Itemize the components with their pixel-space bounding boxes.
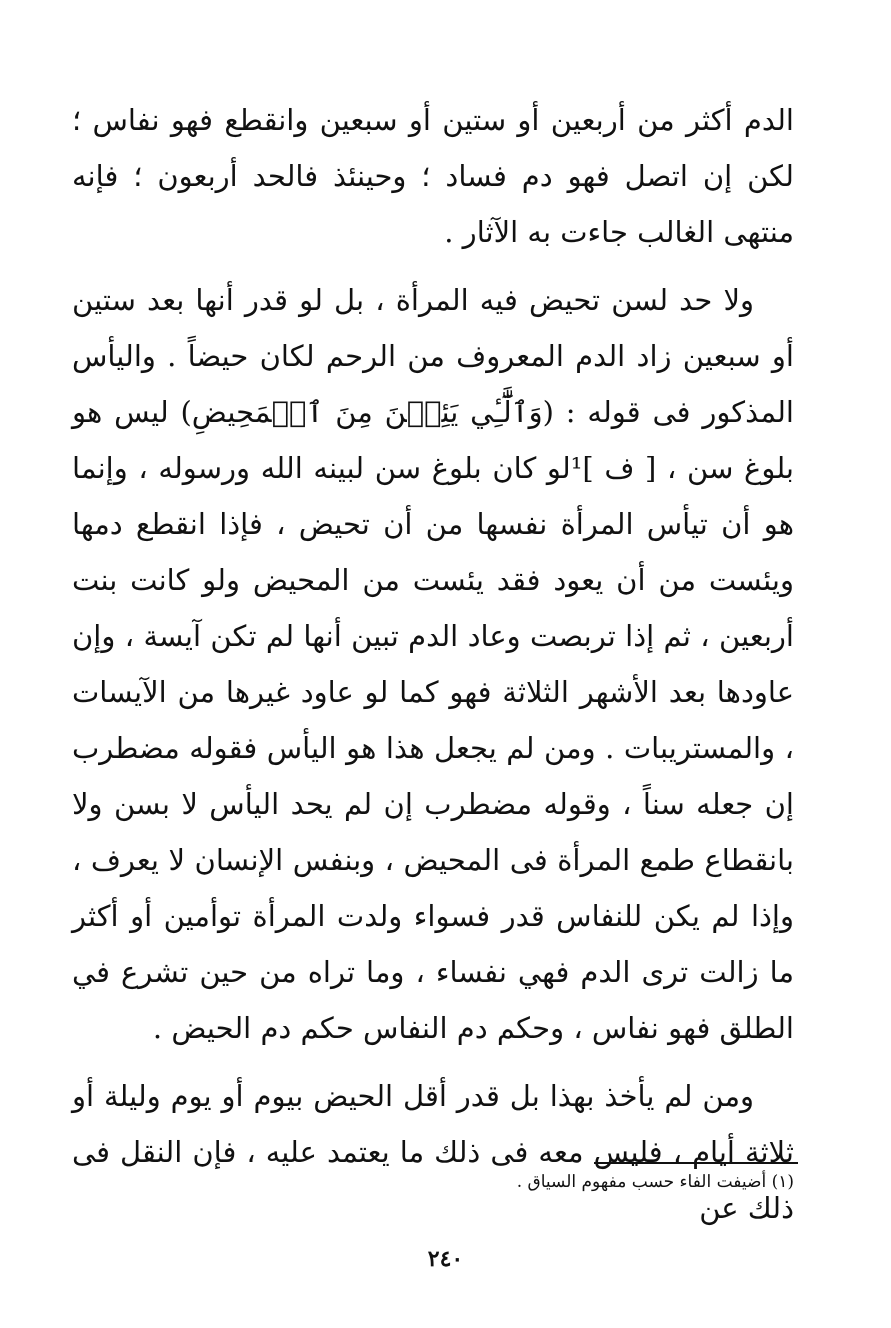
body-text [72, 92, 794, 1236]
paragraph-continuation: الدم أكثر من أربعين أو ستين أو سبعين وانقطع فهو نفاس ؛ لكن إن اتصل فهو دم فساد ؛ وحينئذ فالحد أربعون ؛ فإنه منتهى الغالب جاءت به الآثار . [72, 103, 794, 249]
footnote: (١) أضيفت الفاء حسب مفهوم السياق . [516, 1172, 794, 1192]
page-number: ٢٤٠ [427, 1246, 464, 1272]
footnote-separator [594, 1162, 798, 1164]
paragraph-menopause: ولا حد لسن تحيض فيه المرأة ، بل لو قدر أنها بعد ستين أو سبعين زاد الدم المعروف من الرحم لكان حيضاً . واليأس المذكور فى قوله : (وَٱلَّٰٓـِٔي يَئِسۡنَ مِنَ ٱلۡمَحِيضِ) ليس هو بلوغ سن ، [ ف ]¹لو كان بلوغ سن لبينه الله ورسوله ، وإنما هو أن تيأس المرأة نفسها من أن تحيض ، فإذا انقطع دمها ويئست من أن يعود فقد يئست من المحيض ولو كانت بنت أربعين ، ثم إذا تربصت وعاد الدم تبين أنها لم تكن آيسة ، وإن عاودها بعد الأشهر الثلاثة فهو كما لو عاود غيرها من الآيسات ، والمستريبات . ومن لم يجعل هذا هو اليأس فقوله مضطرب إن جعله سناً ، وقوله مضطرب إن لم يحد اليأس لا بسن ولا بانقطاع طمع المرأة فى المحيض ، وبنفس الإنسان لا يعرف ، وإذا لم يكن للنفاس قدر فسواء ولدت المرأة توأمين أو أكثر ما زالت ترى الدم فهي نفساء ، وما تراه من حين تشرع في الطلق فهو نفاس ، وحكم دم النفاس حكم دم الحيض . [72, 283, 794, 1045]
paragraph-minimum-menstruation: ومن لم يأخذ بهذا بل قدر أقل الحيض بيوم أو يوم وليلة أو ثلاثة أيام ، فليس معه فى ذلك ما يعتمد عليه ، فإن النقل فى ذلك عن [72, 1079, 794, 1225]
